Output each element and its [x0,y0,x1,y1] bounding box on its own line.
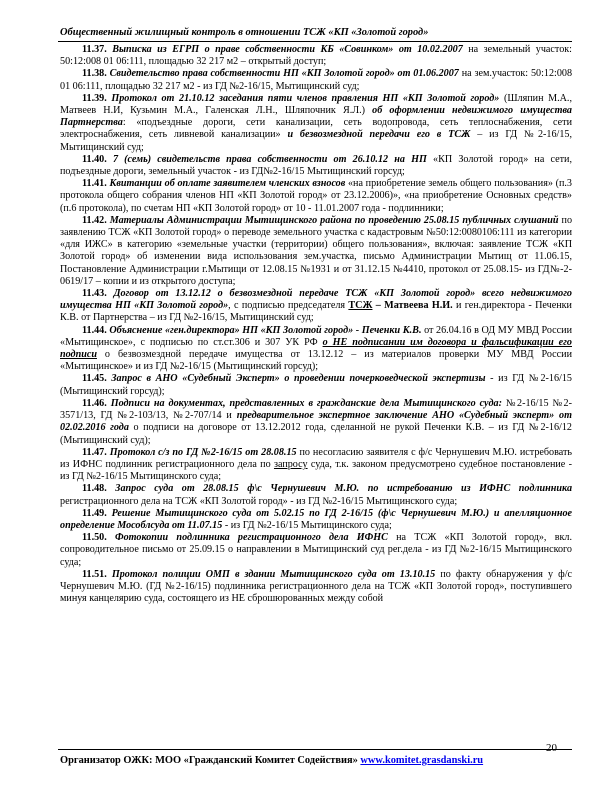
item-text: : «подъездные дороги, сети канализации, сеть водопровода, сеть теплоснабжения, сети электроснабжения, сеть ливневой канализации» [60,117,572,141]
item-text: суда, т.к. законом предусмотрено судебное постановление - из ГД №2-16/15 Мытищинского суда; [60,458,572,483]
list-item [60,68,572,92]
list-item [60,398,572,447]
item-text: о подписи на договоре от 13.12.2012 года, сделанной не рукой Печенки К.В. – из ГД №2-16/12 (Мытищинский суд); [60,422,572,446]
list-item [60,508,572,532]
item-text: – из ГД №2-16/15, Мытищинский суд; [60,129,572,153]
item-text: Материалы Администрации Мытищинского района по проведению 25.08.15 публичных слушаний [109,214,559,226]
item-text: о безвозмездной передаче имущества от 13.12.12 – из материалов проверки МУ МВД России «Мытищинское» и из ГД №2-16/15 (Мытищинский горсуд); [60,349,572,373]
item-text: ТСЖ [348,300,373,312]
item-text: по факту обнаружения у ф/с Чернушевич М.Ю. (ГД №2-16/15) подлинника регистрационного дела на ТСЖ «КП Золотой город», поступившего минуя канцелярию суда, состоящего из НЕ сброшюрованных между собой [60,568,573,605]
item-number: 11.48. [82,483,107,495]
item-text: Решение Мытищинского суда от 5.02.15 по ГД 2-16/15 (ф\с Чернушевич М.Ю.) и апелляционное определение Мособлсуда от 11.07.15 [60,507,573,531]
item-text: Выписка из ЕГРП о праве собственности КБ «Совинком» от 10.02.2007 [112,44,463,55]
document-body [60,44,572,605]
item-text: предварительное экспертное заключение АНО «Судебный эксперт» от 02.02.2016 года [60,410,572,434]
item-text: Запрос суда от 28.08.15 ф\с Чернушевич М.Ю. по истребованию из ИФНС подлинника [115,483,573,495]
item-text: (Шляпин М.А., Матвеев Н.И, Кузьмин М.А., Галенская Л.Н., Шляпочник Я.Л.) [60,92,572,117]
list-item [60,215,572,288]
item-text: Квитанции об оплате заявителем членских взносов [109,178,346,190]
page-footer [60,755,530,766]
item-text: и безвозмездной передачи его в ТСЖ [287,129,471,141]
item-text: на зем.участок: 50:12:008 01 06:111, площадью 32 217 м2 - из ГД №2-16/15, Мытищинский суд; [60,68,573,92]
item-number: 11.37. [82,44,107,55]
item-number: 11.49. [82,507,107,519]
item-text: на земельный участок: 50:12:008 01 06:111, площадью 32 217 м2 – открытый доступ; [60,44,572,68]
item-text: - из ГД №2-16/15 Мытищинского суда; [222,519,392,531]
footer-organizer-text: Организатор ОЖК: МОО «Гражданский Комитет Содействия» [60,755,361,766]
list-item [60,44,572,68]
item-text: о НЕ подписании им договора и фальсификации его подписи [60,336,572,361]
item-number: 11.50. [82,532,107,544]
footer-divider [58,749,572,750]
item-text: от 26.04.16 в ОД МУ МВД России «Мытищинское», с подписью по ст.ст.306 и 307 УК РФ [60,324,572,348]
page-number: 20 [546,742,557,754]
item-text: по заявлению ТСЖ «КП Золотой город» о переводе земельного участка с кадастровым №50:12:0080106:111 из категории «для ИЖС» в категорию «земельные участки (территории) общего пользования», включая: заявление ТСЖ «КП Золотой город» об изменении вида использования зем.участка, письмо Администрации Мытищ от 11.06.15, Постановление Администрации г.Мытищи от 12.08.15 №1931 и от 31.12.15 №4410, протокол от 25.08.15- из ГД№-2-0619/17 – копии и из открытого доступа; [60,214,573,287]
item-text: Свидетельство права собственности НП «КП Золотой город» от 01.06.2007 [109,68,459,80]
item-text: Подписи на документах, представленных в гражданские дела Мытищинского суда: [110,397,502,409]
item-text: Протокол от 21.10.12 заседания пяти членов правления НП «КП Золотой город» [111,92,500,104]
item-number: 11.38. [82,68,107,80]
item-text: «КП Золотой город» на сети, подъездные дороги, земельный участок - из ГД№2-16/15 Мытищинский горсуд; [60,153,573,178]
item-text: от 26.10.12 на НП [333,153,427,165]
footer-website-link[interactable]: www.komitet.grasdanski.ru [360,755,484,766]
item-text: «на приобретение земель общего пользования» (п.3 протокола общего собрания членов НП «КП Золотой город» от 23.12.2006)», «на приобретение Основных средств» (п.6 протокола), по счетам НП «КП Золотой город» от 10 - 11.01.2007 года - подлинники; [60,178,572,214]
list-item [60,447,572,484]
item-number: 11.39. [82,92,107,104]
item-number: 11.51. [82,568,107,580]
item-text: Протокол полиции ОМП в здании Мытищинского суда от 13.10.15 [111,568,436,580]
item-text: Договор от 13.12.12 о безвозмездной передаче ТСЖ «КП Золотой город» всего недвижимого имущества НП «КП Золотой город» [60,288,572,312]
item-text: запросу [273,458,308,470]
list-item [60,154,572,178]
list-item [60,288,572,325]
item-text: Фотокопии подлинника регистрационного дела ИФНС [115,532,388,544]
item-text: Запрос в АНО «Судебный Эксперт» о проведении почерковедческой экспертизы [111,373,486,385]
item-text: об оформлении недвижимого имущества Партнерства [60,105,572,129]
page-header: Общественный жилищный контроль в отношении ТСЖ «КП «Золотой город» [60,27,429,38]
item-number: 11.46. [82,397,107,409]
list-item [60,483,572,507]
list-item [60,325,572,374]
item-text: Объяснение «ген.директора» НП «КП Золотой город» - Печенки К.В. [109,324,422,336]
header-divider [58,41,572,42]
list-item [60,569,572,606]
item-text: №2-16/15 №2-3571/13, ГД №2-103/13, №2-707/14 и [60,397,572,422]
item-number: 11.44. [82,324,107,336]
item-text: Протокол с/з по ГД №2-16/15 от 28.08.15 [109,446,297,458]
item-number: 11.45. [82,373,107,385]
item-text: 7 (семь) свидетельств права собственности [112,153,328,165]
item-number: 11.43. [82,288,107,300]
item-number: 11.42. [82,214,107,226]
item-text: на ТСЖ «КП Золотой город», вкл. сопроводительное письмо от 25.09.15 о направлении в Мытищинский суд рег.дела - из ГД №2-16/15 Мытищинского суда; [60,532,572,568]
item-text: по несогласию заявителя с ф/с Чернушевич М.Ю. истребовать из ИФНС подлинник регистрационного дела по [60,446,573,470]
item-text: , с подписью председателя [228,300,349,312]
item-number: 11.47. [82,446,107,458]
list-item [60,373,572,397]
list-item [60,178,572,215]
item-text: и ген.директора - Печенки К.В. от Партнерства – из ГД №2-16/15, Мытищинский суд; [60,300,572,324]
item-text: регистрационного дела на ТСЖ «КП Золотой город» - из ГД №2-16/15 Мытищинского суда; [60,495,458,507]
item-text: – Матвеева Н.И. [372,300,453,312]
item-text: - из ГД №2-16/15 (Мытищинский горсуд); [60,373,572,397]
list-item [60,532,572,569]
item-number: 11.40. [82,153,107,165]
list-item [60,93,572,154]
item-number: 11.41. [82,178,107,190]
